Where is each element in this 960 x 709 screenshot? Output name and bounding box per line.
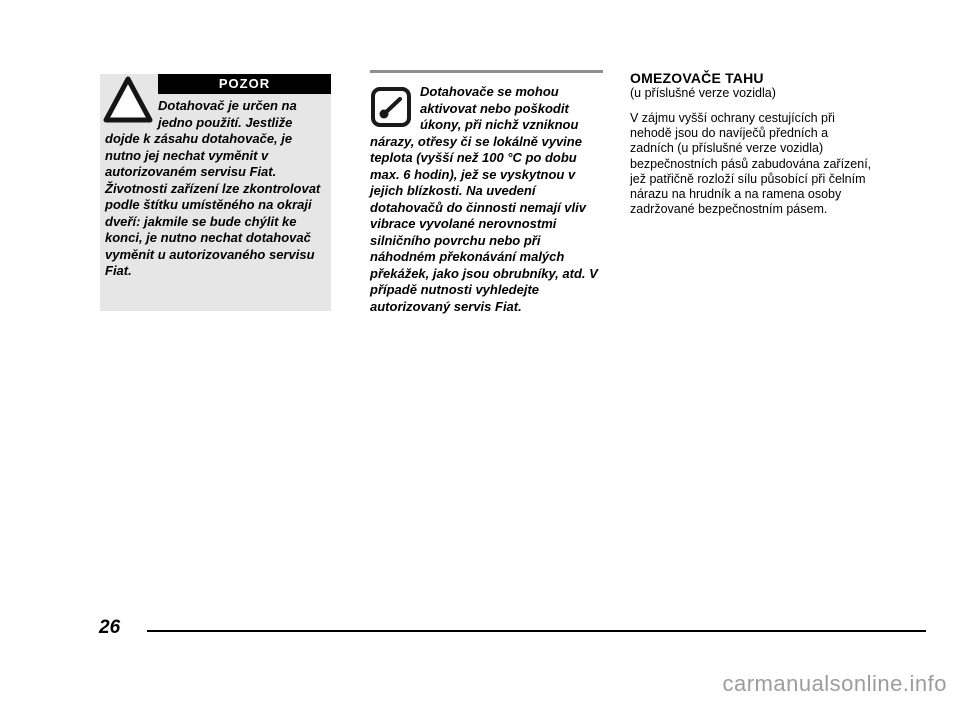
pretensioner-note-body: Dotahovače se mohou aktivovat nebo poškodit úkony, při nichž vzniknou nárazy, otřesy či se lokálně vyvine teplota (vyšší než 100 °C po dobu max. 6 hodin), jež se vyskytnou v jejich blízkosti. Na uvedení dotahovačů do činnosti nemají vliv vibrace vyvolané nerovnostmi silničního povrchu nebo při náhodném překonávání malých překážek, jako jsou obrubníky, atd. V případě nutnosti vyhledejte autorizovaný servis Fiat. xyxy=(370,84,598,314)
section-body: V zájmu vyšší ochrany cestujících při nehodě jsou do navíječů předních a zadních (u příslušné verze vozidla) bezpečnostních pásů zabudována zařízení, jež patřičně rozloží sílu působící při čelním nárazu na hrudník a na ramena osoby zadržované bezpečnostním pásem. xyxy=(630,111,872,217)
watermark-text: carmanualsonline.info xyxy=(722,671,947,696)
warning-triangle-icon xyxy=(103,75,153,125)
pretensioner-icon xyxy=(370,85,412,129)
section-subtitle: (u příslušné verze vozidla) xyxy=(630,86,776,100)
warning-box xyxy=(100,74,331,311)
footer-rule xyxy=(147,630,926,632)
warning-box-header: POZOR xyxy=(158,74,331,94)
pretensioner-note xyxy=(370,70,603,315)
warning-box-body: Dotahovač je určen na jedno použití. Jestliže dojde k zásahu dotahovače, je nutno jej nechat vyměnit v autorizovaném servisu Fiat. Životnosti zařízení lze zkontrolovat podle štítku umístěného na okraji dveří: jakmile se bude chýlit ke konci, je nutno nechat dotahovač vyměnit u autorizovaného servisu Fiat. xyxy=(105,98,321,278)
section-title: OMEZOVAČE TAHU xyxy=(630,70,764,86)
page-number: 26 xyxy=(99,617,121,638)
section-divider-rule xyxy=(370,70,603,73)
load-limiter-section xyxy=(630,70,873,217)
